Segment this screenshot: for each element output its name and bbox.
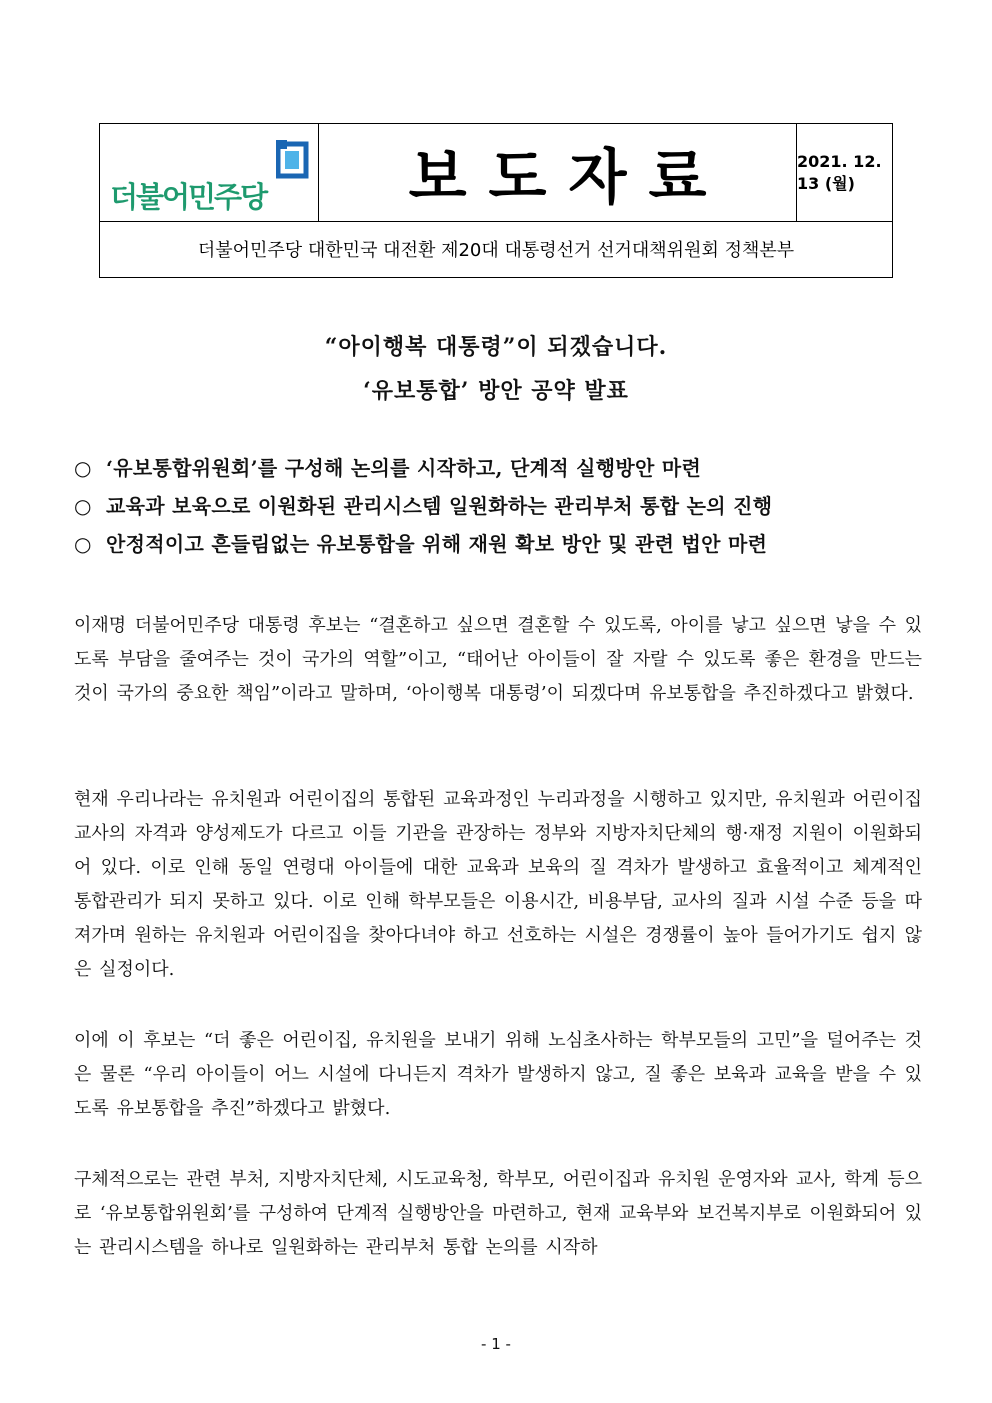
page-number: - 1 -	[481, 1335, 511, 1353]
release-date: 2021. 12. 13 (월)	[797, 151, 882, 193]
organization-name: 더불어민주당 대한민국 대전환 제20대 대통령선거 선거대책위원회 정책본부	[197, 240, 795, 261]
party-logo-cell	[100, 124, 319, 221]
body-paragraph: 현재 우리나라는 유치원과 어린이집의 통합된 교육과정인 누리과정을 시행하고 있지만, 유치원과 어린이집 교사의 자격과 양성제도가 다르고 이들 기관을 관장하는 정부와 지방자치단체의 행·재정 지원이 이원화되어 있다. 이로 인해 동일 연령대 아이들에 대한 교육과 보육의 질 격차가 발생하고 효율적이고 체계적인 통합관리가 되지 못하고 있다. 이로 인해 학부모들은 이용시간, 비용부담, 교사의 질과 시설 수준 등을 따져가며 원하는 유치원과 어린이집을 찾아다녀야 하고 선호하는 시설은 경쟁률이 높아 들어가기도 쉽지 않은 실정이다.	[74, 789, 923, 980]
circle-bullet-icon: ○	[74, 494, 92, 518]
body-paragraph: 이재명 더불어민주당 대통령 후보는 “결혼하고 싶으면 결혼할 수 있도록, 아이를 낳고 싶으면 낳을 수 있도록 부담을 줄여주는 것이 국가의 역할”이고, “태어난 아이들이 잘 자랄 수 있도록 좋은 환경을 만드는 것이 국가의 중요한 책임”이라고 말하며, ‘아이행복 대통령’이 되겠다며 유보통합을 추진하겠다고 밝혔다.	[74, 615, 922, 704]
party-logo-text: 더불어민주당	[110, 180, 267, 214]
body-paragraph: 구체적으로는 관련 부처, 지방자치단체, 시도교육청, 학부모, 어린이집과 유치원 운영자와 교사, 학계 등으로 ‘유보통합위원회’를 구성하여 단계적 실행방안을 마련하고, 현재 교육부와 보건복지부로 이원화되어 있는 관리시스템을 하나로 일원화하는 관리부처 통합 논의를 시작하	[74, 1169, 922, 1258]
bullet-text: ‘유보통합위원회’를 구성해 논의를 시작하고, 단계적 실행방안 마련	[106, 456, 702, 480]
bullet-text: 교육과 보육으로 이원화된 관리시스템 일원화하는 관리부처 통합 논의 진행	[106, 494, 773, 518]
header-top-row	[100, 124, 892, 222]
summary-bullet-list	[74, 452, 924, 566]
summary-bullet	[74, 452, 924, 490]
document-title: 보도자료	[408, 142, 729, 213]
headline-sub: ‘유보통합’ 방안 공약 발표	[363, 378, 629, 404]
date-cell	[797, 124, 892, 221]
circle-bullet-icon: ○	[74, 456, 92, 480]
headline-main: “아이행복 대통령”이 되겠습니다.	[324, 334, 668, 360]
bullet-text: 안정적이고 흔들림없는 유보통합을 위해 재원 확보 방안 및 관련 법안 마련	[106, 532, 768, 556]
body-paragraph: 이에 이 후보는 “더 좋은 어린이집, 유치원을 보내기 위해 노심초사하는 학부모들의 고민”을 덜어주는 것은 물론 “우리 아이들이 어느 시설에 다니든지 격차가 발생하지 않고, 질 좋은 보육과 교육을 받을 수 있도록 유보통합을 추진”하겠다고 밝혔다.	[74, 1030, 922, 1119]
party-flag-icon	[276, 140, 312, 180]
summary-bullet	[74, 528, 924, 566]
title-cell	[319, 124, 797, 221]
press-release-header	[99, 123, 893, 278]
circle-bullet-icon: ○	[74, 532, 92, 556]
summary-bullet	[74, 490, 924, 528]
header-org-row	[100, 221, 892, 277]
